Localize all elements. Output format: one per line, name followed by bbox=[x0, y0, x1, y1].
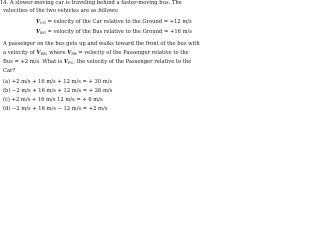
velocity-symbol: V bbox=[36, 50, 41, 56]
definition-bus bbox=[36, 30, 192, 35]
choice-label: (b) bbox=[3, 88, 11, 94]
question-body-line-1 bbox=[3, 42, 200, 47]
question-body-text-4: Car? bbox=[3, 68, 16, 74]
definition-car-text: = velocity of the Car relative to the Ground = +12 m/s bbox=[47, 19, 192, 25]
velocity-subscript: CG bbox=[40, 19, 46, 25]
question-body-text-2c: = velocity of the Passenger relative to the bbox=[78, 50, 189, 56]
question-body-line-4 bbox=[3, 69, 15, 74]
question-body-text-2b: , where bbox=[45, 50, 66, 56]
question-body-text-2a: a velocity of bbox=[3, 50, 35, 56]
definition-car bbox=[36, 20, 192, 25]
answer-choice-d[interactable] bbox=[3, 107, 107, 112]
question-page bbox=[0, 0, 200, 116]
choice-text: −2 m/s + 16 m/s − 12 m/s = +2 m/s bbox=[12, 106, 108, 112]
velocity-subscript: BG bbox=[40, 29, 46, 35]
choice-text: +2 m/s + 16 m/s + 12 m/s = + 30 m/s bbox=[11, 79, 113, 85]
velocity-symbol: V bbox=[67, 50, 72, 56]
choice-label: (c) bbox=[3, 97, 10, 103]
definition-bus-text: = velocity of the Bus relative to the Ground = +16 m/s bbox=[47, 29, 192, 35]
answer-choice-c[interactable] bbox=[3, 98, 103, 103]
question-intro-text-1: A slower-moving car is traveling behind a faster-moving bus. The bbox=[9, 0, 182, 6]
question-body-line-2 bbox=[3, 51, 189, 56]
question-number: 14. bbox=[0, 0, 9, 6]
question-body-text-1: A passenger on the bus gets up and walks toward the front of the bus with bbox=[3, 41, 200, 47]
velocity-symbol: V bbox=[36, 29, 41, 35]
choice-label: (a) bbox=[3, 79, 11, 85]
velocity-subscript: PB bbox=[40, 50, 46, 56]
answer-choice-b[interactable] bbox=[3, 89, 112, 94]
question-body-line-3 bbox=[3, 60, 191, 65]
question-body-text-3a: Bus = +2 m/s. What is bbox=[3, 59, 63, 65]
velocity-subscript: PC bbox=[67, 59, 74, 65]
choice-label: (d) bbox=[3, 106, 11, 112]
answer-choice-a[interactable] bbox=[3, 80, 112, 85]
question-body-text-3b: , the velocity of the Passenger relative to the bbox=[73, 59, 192, 65]
question-intro-text-2: velocities of the two vehicles are as follows: bbox=[3, 8, 119, 14]
question-intro-line-1 bbox=[0, 1, 182, 6]
velocity-subscript: PB bbox=[71, 50, 77, 56]
choice-text: −2 m/s + 16 m/s + 12 m/s = + 26 m/s bbox=[12, 88, 113, 94]
velocity-symbol: V bbox=[63, 59, 68, 65]
choice-text: +2 m/s + 16 m/s 12 m/s = + 6 m/s bbox=[11, 97, 103, 103]
question-intro-line-2 bbox=[3, 9, 119, 14]
velocity-symbol: V bbox=[36, 19, 41, 25]
